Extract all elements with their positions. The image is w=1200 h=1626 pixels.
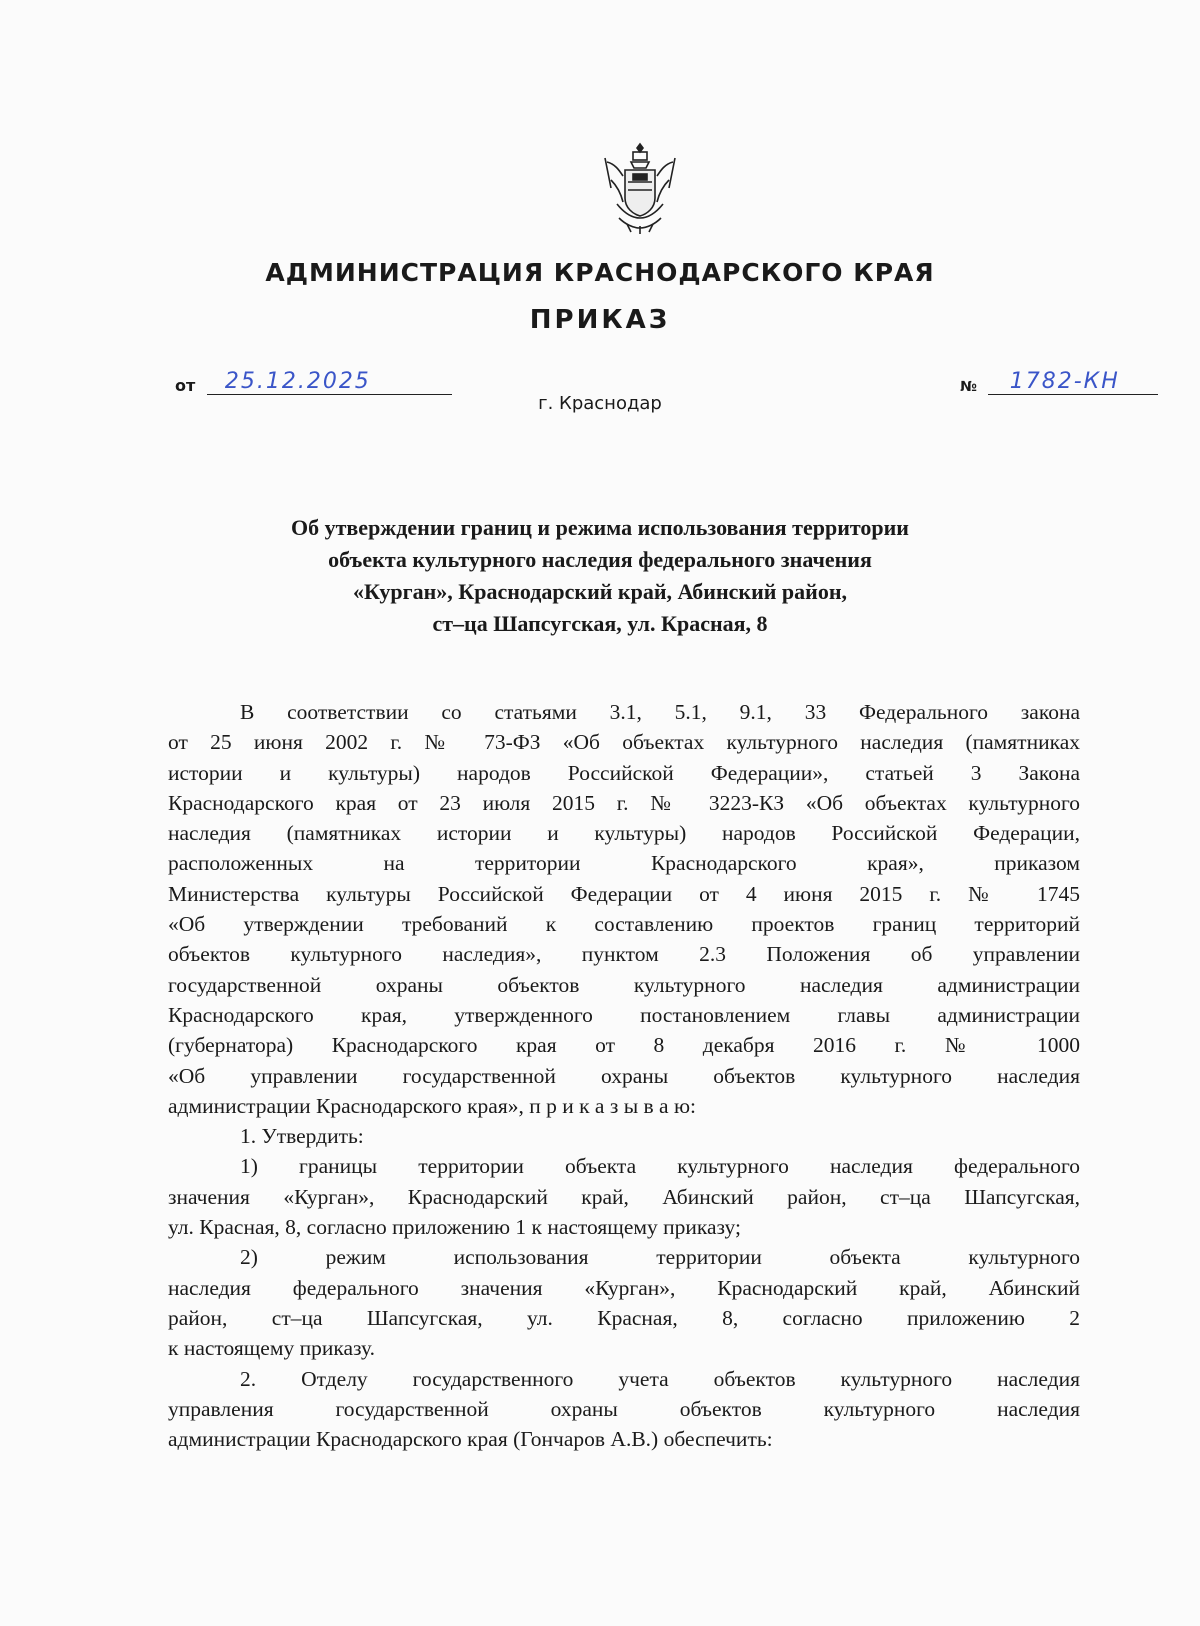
body-line: от 25 июня 2002 г. № 73-ФЗ «Об объектах культурного наследия (памятниках xyxy=(168,730,1080,755)
body-line: 1) границы территории объекта культурного наследия федерального xyxy=(240,1154,1080,1179)
number-field xyxy=(960,369,1158,395)
city: г. Краснодар xyxy=(538,393,662,414)
body-line: 2. Отделу государственного учета объектов культурного наследия xyxy=(240,1366,1080,1391)
body-line: «Об управлении государственной охраны объектов культурного наследия xyxy=(168,1063,1080,1088)
body-line: 1. Утвердить: xyxy=(240,1124,364,1149)
body-line: ул. Красная, 8, согласно приложению 1 к настоящему приказу; xyxy=(168,1215,741,1240)
body-line: «Об утверждении требований к составлению проектов границ территорий xyxy=(168,912,1080,937)
handwritten-date: 25.12.2025 xyxy=(224,369,371,394)
body-line: Краснодарского края, утвержденного постановлением главы администрации xyxy=(168,1002,1080,1027)
body-line: объектов культурного наследия», пунктом 2.3 Положения об управлении xyxy=(168,942,1080,967)
body-line: район, ст–ца Шапсугская, ул. Красная, 8, согласно приложению 2 xyxy=(168,1305,1080,1330)
handwritten-number: 1782-КН xyxy=(1009,369,1120,394)
body-line: к настоящему приказу. xyxy=(168,1336,376,1361)
body-line: 2) режим использования территории объекта культурного xyxy=(240,1245,1080,1270)
date-field xyxy=(175,369,452,395)
body-line: администрации Краснодарского края (Гончаров А.В.) обеспечить: xyxy=(168,1427,773,1452)
document-body xyxy=(168,697,1080,1454)
body-line: расположенных на территории Краснодарского края», приказом xyxy=(168,851,1080,876)
body-line: наследия федерального значения «Курган», Краснодарский край, Абинский xyxy=(168,1275,1080,1300)
body-line: управления государственной охраны объектов культурного наследия xyxy=(168,1396,1080,1421)
body-line: истории и культуры) народов Российской Федерации», статьей 3 Закона xyxy=(168,760,1080,785)
organization-name: АДМИНИСТРАЦИЯ КРАСНОДАРСКОГО КРАЯ xyxy=(265,258,935,287)
number-line xyxy=(988,369,1158,395)
body-line: наследия (памятниках истории и культуры) народов Российской Федерации, xyxy=(168,821,1080,846)
body-line: значения «Курган», Краснодарский край, Абинский район, ст–ца Шапсугская, xyxy=(168,1184,1080,1209)
document-type: ПРИКАЗ xyxy=(529,305,671,335)
title-line: объекта культурного наследия федерального значения xyxy=(328,547,872,572)
number-prefix: № xyxy=(960,379,977,395)
body-line: В соответствии со статьями 3.1, 5.1, 9.1, 33 Федерального закона xyxy=(240,700,1080,724)
body-line: государственной охраны объектов культурного наследия администрации xyxy=(168,972,1080,997)
body-line: Министерства культуры Российской Федерации от 4 июня 2015 г. № 1745 xyxy=(168,881,1080,906)
title-line: ст–ца Шапсугская, ул. Красная, 8 xyxy=(432,611,768,636)
body-line: администрации Краснодарского края», п р и к а з ы в а ю: xyxy=(168,1093,697,1118)
title-line: «Курган», Краснодарский край, Абинский район, xyxy=(352,579,848,604)
body-line: (губернатора) Краснодарского края от 8 декабря 2016 г. № 1000 xyxy=(168,1033,1080,1058)
document-title xyxy=(200,512,1000,640)
title-line: Об утверждении границ и режима использования территории xyxy=(291,515,909,540)
body-line: Краснодарского края от 23 июля 2015 г. № 3223-КЗ «Об объектах культурного xyxy=(168,790,1080,815)
coat-of-arms-icon xyxy=(597,140,683,236)
date-line xyxy=(207,369,452,395)
date-prefix: от xyxy=(175,376,196,395)
